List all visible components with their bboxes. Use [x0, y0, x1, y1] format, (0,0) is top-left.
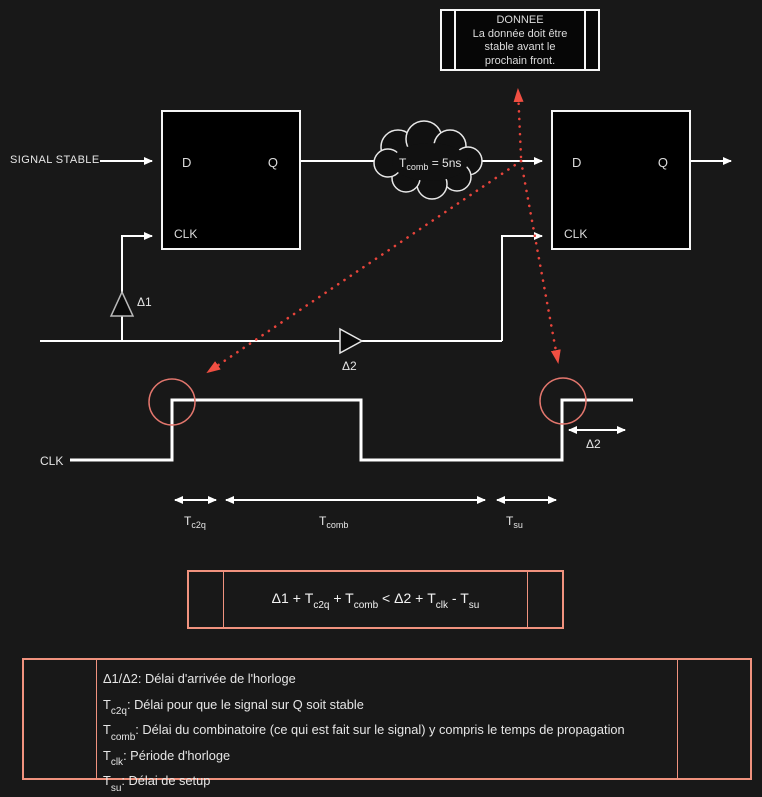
legend-inner-line-left	[96, 660, 97, 778]
waveform-clk-label: CLK	[40, 454, 64, 468]
legend-item: $T_{su}$: Délai de setup	[103, 773, 211, 794]
legend-text	[103, 669, 625, 797]
signal-stable-label: SIGNAL STABLE	[10, 154, 100, 166]
delay-buffer-2-icon	[340, 329, 362, 353]
data-note-box	[440, 9, 600, 71]
waveform-delta2-label: Δ2	[586, 437, 601, 451]
wire-clock-right	[502, 236, 542, 341]
dotted-arrow-to-note	[518, 90, 521, 157]
note-inner-line-left	[454, 11, 456, 69]
legend-item: $T_{comb}$: Délai du combinatoire (ce qui est fait sur le signal) y compris le temps de propagation	[103, 722, 625, 743]
legend-item: $T_{clk}$: Période d'horloge	[103, 747, 231, 769]
note-line: stable avant le	[484, 41, 556, 53]
note-line: prochain front.	[484, 54, 556, 67]
delta2-label: Δ2	[342, 359, 357, 373]
note-line: La donnée doit être	[472, 27, 568, 40]
note-title: DONNEE	[496, 14, 544, 26]
timing-constraint-box	[187, 570, 564, 629]
pin-d-label: D	[182, 155, 192, 170]
legend-inner-line-right	[677, 660, 678, 778]
tsu-label: $T_{su}$	[506, 514, 523, 530]
legend-item: $T_{c2q}$: Délai pour que le signal sur Q soit stable	[103, 696, 364, 718]
pin-clk-label: CLK	[174, 227, 198, 241]
formula-inner-line-left	[223, 572, 224, 627]
pin-q-label: Q	[657, 155, 668, 170]
note-inner-line-right	[584, 11, 586, 69]
pin-d-label: D	[572, 155, 582, 170]
legend-item: Δ1/Δ2: Délai d'arrivée de l'horloge	[103, 671, 296, 686]
timing-constraint-formula: $\Delta 1 + T_{c2q} + T_{comb} < \Delta 2 + T_{clk} - T_{su}$	[271, 589, 480, 612]
legend-box	[22, 658, 752, 794]
wire-clock-left	[122, 236, 152, 341]
flipflop-left	[161, 110, 301, 250]
delta1-label: Δ1	[137, 295, 152, 309]
formula-inner-line-right	[527, 572, 528, 627]
pin-q-label: Q	[267, 155, 278, 170]
delay-buffer-1-icon	[111, 292, 133, 316]
tcomb-label: $T_{comb}$	[319, 514, 349, 530]
flipflop-right	[551, 110, 691, 250]
cloud-label: $T_{comb} = 5ns$	[399, 156, 462, 172]
tc2q-label: $T_{c2q}$	[184, 514, 206, 530]
clock-waveform	[70, 400, 633, 460]
pin-clk-label: CLK	[564, 227, 588, 241]
